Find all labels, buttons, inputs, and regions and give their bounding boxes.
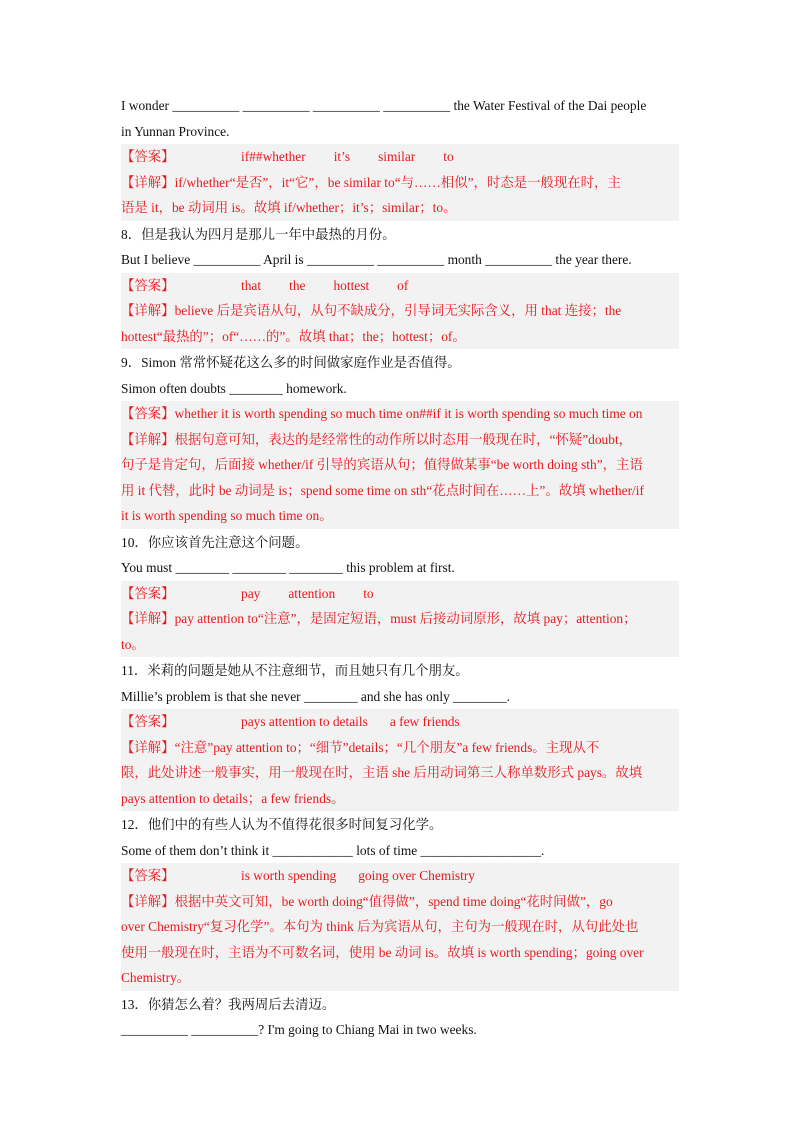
english-sentence-line: Millie’s problem is that she never ________ and she has only ________. [121,688,511,704]
answer-box [121,273,679,350]
answer-part: it’s [333,149,351,164]
detail-text: believe 后是宾语从句，从句不缺成分，引导词无实际含义，用 that 连接；the [174,303,622,318]
detail-line: 限，此处讲述一般事实，用一般现在时，主语 she 后用动词第三人称单数形式 pays。故填 [121,765,643,780]
detail-label: 【详解】 [121,303,175,318]
answer-box [121,144,679,221]
question-line: 10．你应该首先注意这个问题。 [121,534,309,550]
answer-label: 【答案】 [121,868,175,883]
answer-part: that [241,277,262,293]
answer-label: 【答案】 [121,585,175,601]
detail-line: Chemistry。 [121,970,191,985]
detail-text: if/whether“是否”，it“它”，be similar to“与……相似”，时态是一般现在时，主 [174,174,621,190]
english-sentence-line: __________ __________? I'm going to Chiang Mai in two weeks. [121,1022,477,1037]
exercise-item [121,222,679,350]
answer-part: a few friends [389,714,460,729]
question-line: 8．但是我认为四月是那儿一年中最热的月份。 [121,226,396,242]
detail-line: 语是 it，be 动词用 is。故填 if/whether；it’s；similar；to。 [121,200,457,215]
answer-box [121,709,679,811]
question-line: 9．Simon 常常怀疑花这么多的时间做家庭作业是否值得。 [121,355,461,370]
detail-line: 用 it 代替，此时 be 动词是 is；spend some time on sth“花点时间在……上”。故填 whether/if [121,482,644,498]
answer-label: 【答案】 [121,714,175,729]
answer-part: attention [288,585,336,601]
detail-line [121,427,679,453]
answer-box [121,401,679,529]
detail-label: 【详解】 [121,431,175,447]
document-body [121,93,679,1043]
question-line: 11．米莉的问题是她从不注意细节，而且她只有几个朋友。 [121,663,469,678]
detail-line [121,170,679,196]
detail-text: 根据中英文可知，be worth doing“值得做”，spend time doing“花时间做”，go [174,893,613,909]
detail-label: 【详解】 [121,174,175,190]
answer-line: 【答案】whether it is worth spending so much time on##if it is worth spending so much time on [121,406,643,421]
answer-part: to [363,585,374,601]
detail-line: over Chemistry“复习化学”。本句为 think 后为宾语从句，主句为一般现在时，从句此处也 [121,919,639,934]
english-sentence-line: You must ________ ________ ________ this problem at first. [121,560,455,575]
answer-label: 【答案】 [121,149,175,164]
answer-box [121,581,679,658]
detail-line [121,735,679,761]
answer-box [121,863,679,991]
answer-label: 【答案】 [121,277,175,293]
answer-part: similar [378,149,416,164]
answer-part: the [289,277,306,293]
exercise-item [121,93,679,221]
detail-label: 【详解】 [121,893,175,909]
english-sentence-line: I wonder __________ __________ __________ __________ the Water Festival of the Dai people [121,98,647,113]
answer-line [121,144,679,170]
answer-line [121,709,679,735]
detail-line [121,889,679,915]
detail-line: to。 [121,636,145,652]
exercise-item [121,812,679,991]
answer-part: is worth spending [241,868,337,883]
english-sentence-line: But I believe __________ April is __________ __________ month __________ the year there. [121,252,632,267]
exercise-item [121,530,679,658]
answer-line [121,581,679,607]
exercise-item [121,658,679,811]
english-sentence-line: Simon often doubts ________ homework. [121,380,347,396]
question-line: 12．他们中的有些人认为不值得花很多时间复习化学。 [121,817,443,832]
detail-label: 【详解】 [121,611,175,626]
detail-line [121,298,679,324]
exercise-item [121,992,679,1043]
answer-line [121,863,679,889]
detail-line: 句子是肯定句，后面接 whether/if 引导的宾语从句；值得做某事“be worth doing sth”，主语 [121,457,643,472]
exercise-item [121,350,679,529]
english-sentence-line: Some of them don’t think it ____________ lots of time __________________. [121,842,545,858]
detail-text: “注意”pay attention to；“细节”details；“几个朋友”a few friends。主现从不 [174,739,600,755]
answer-part: pay [241,585,261,601]
answer-part: to [443,149,454,164]
detail-line: hottest“最热的”；of“……的”。故填 that；the；hottest；of。 [121,328,466,344]
detail-text: pay attention to“注意”，是固定短语，must 后接动词原形，故填 pay；attention； [174,611,637,626]
question-line: 13．你猜怎么着？我两周后去清迈。 [121,996,336,1012]
answer-part: going over Chemistry [358,868,476,883]
answer-part: pays attention to details [241,714,368,729]
detail-line: it is worth spending so much time on。 [121,508,333,523]
detail-line [121,606,679,632]
detail-label: 【详解】 [121,739,175,755]
detail-line: 使用一般现在时，主语为不可数名词，使用 be 动词 is。故填 is worth spending；going over [121,944,644,960]
answer-part: of [397,277,409,293]
answer-part: hottest [333,277,370,293]
answer-part: if##whether [241,149,306,164]
english-sentence-line: in Yunnan Province. [121,123,230,139]
answer-line [121,273,679,299]
detail-text: 根据句意可知，表达的是经常性的动作所以时态用一般现在时，“怀疑”doubt， [174,431,633,447]
detail-line: pays attention to details；a few friends。 [121,790,345,806]
